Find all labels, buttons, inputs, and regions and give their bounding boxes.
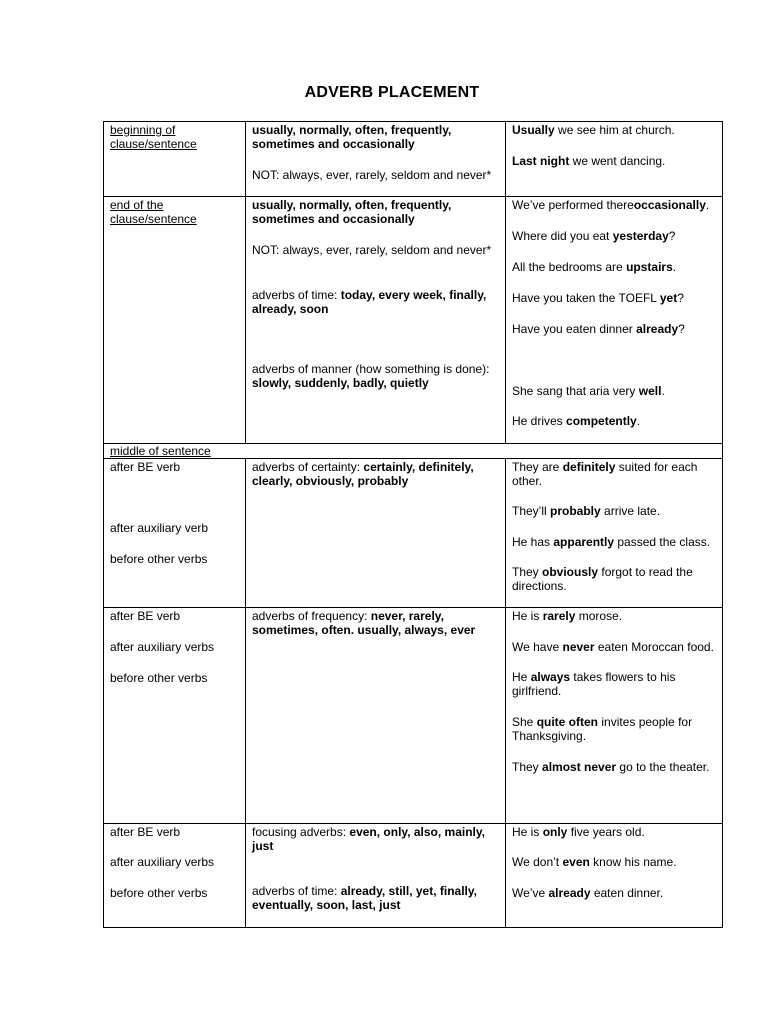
example-adverb: well <box>638 384 662 398</box>
position-label: before other verbs <box>110 886 208 900</box>
example-sentence <box>512 886 716 900</box>
adverb-items: never, rarely, sometimes, often. usually, always, ever <box>252 609 476 637</box>
example-text: She <box>512 715 537 729</box>
example-sentence <box>512 260 716 274</box>
time-label: adverbs of time: <box>252 884 341 898</box>
example-sentence <box>512 154 716 168</box>
example-text: They <box>512 760 543 774</box>
example-text: We’ve performed there <box>512 198 634 212</box>
table-row <box>104 122 723 197</box>
example-adverb: quite often <box>536 715 599 729</box>
example-text: we went dancing. <box>569 154 666 168</box>
example-text: passed the class. <box>614 535 711 549</box>
example-text: go to the theater. <box>616 760 710 774</box>
adverbs-cell <box>246 608 506 824</box>
adverb-list <box>252 825 499 853</box>
not-note: NOT: always, ever, rarely, seldom and never* <box>252 168 492 182</box>
example-text: eaten Moroccan food. <box>594 640 714 654</box>
example-text: forgot to read the directions. <box>512 565 693 593</box>
adverb-list <box>252 460 499 488</box>
example-adverb: upstairs <box>626 260 673 274</box>
position-cell <box>104 459 246 608</box>
adverb-list: usually, normally, often, frequently, sometimes and occasionally <box>252 198 452 226</box>
example-sentence <box>512 504 716 518</box>
examples-cell <box>506 122 723 197</box>
manner-list: slowly, suddenly, badly, quietly <box>252 376 429 390</box>
example-text: . <box>705 198 710 212</box>
example-adverb: never <box>562 640 595 654</box>
example-adverb: rarely <box>542 609 576 623</box>
example-sentence <box>512 609 716 623</box>
position-cell <box>104 197 246 444</box>
example-text: ? <box>677 291 684 305</box>
example-text: We have <box>512 640 563 654</box>
position-label: end of the clause/sentence <box>110 198 197 226</box>
example-adverb: occasionally <box>633 198 706 212</box>
table-row <box>104 608 723 824</box>
example-sentence <box>512 291 716 305</box>
time-adverbs <box>252 288 499 316</box>
table-row <box>104 197 723 444</box>
example-adverb: competently <box>566 414 637 428</box>
examples-cell <box>506 197 723 444</box>
example-text: five years old. <box>567 825 645 839</box>
example-adverb: almost never <box>542 760 617 774</box>
example-text: He is <box>512 825 543 839</box>
example-sentence <box>512 414 716 428</box>
example-text: . <box>661 384 665 398</box>
position-label: after BE verb <box>110 825 181 839</box>
example-text: They <box>512 565 543 579</box>
example-adverb: Usually <box>512 123 555 137</box>
example-adverb: already <box>548 886 591 900</box>
position-label: after BE verb <box>110 460 181 474</box>
example-text: invites people for Thanksgiving. <box>512 715 693 743</box>
example-text: ? <box>668 229 676 243</box>
section-header-cell <box>104 444 723 459</box>
example-text: ? <box>678 322 685 336</box>
example-adverb: yet <box>659 291 678 305</box>
example-adverb: already <box>636 322 679 336</box>
not-note: NOT: always, ever, rarely, seldom and never* <box>252 243 492 257</box>
example-sentence <box>512 565 716 593</box>
position-label: before other verbs <box>110 671 208 685</box>
time-label: adverbs of time: <box>252 288 341 302</box>
example-sentence <box>512 460 716 488</box>
position-cell <box>104 824 246 928</box>
example-adverb: only <box>542 825 568 839</box>
example-text: . <box>636 414 641 428</box>
adverb-items: even, only, also, mainly, just <box>252 825 485 853</box>
example-text: know his name. <box>589 855 677 869</box>
adverbs-cell <box>246 824 506 928</box>
example-sentence <box>512 123 716 137</box>
adverbs-cell <box>246 197 506 444</box>
example-text: Where did you eat <box>512 229 613 243</box>
example-text: He is <box>512 609 543 623</box>
example-sentence <box>512 670 716 698</box>
example-sentence <box>512 640 716 654</box>
adverb-items: certainly, definitely, clearly, obviously, probably <box>252 460 474 488</box>
examples-cell <box>506 608 723 824</box>
position-label: after auxiliary verb <box>110 521 209 535</box>
example-text: He drives <box>512 414 567 428</box>
example-sentence <box>512 855 716 869</box>
example-sentence <box>512 825 716 839</box>
manner-adverbs <box>252 362 499 390</box>
example-text: They are <box>512 460 563 474</box>
example-text: Have you taken the TOEFL <box>512 291 660 305</box>
position-label: after auxiliary verbs <box>110 640 215 654</box>
example-adverb: always <box>530 670 571 684</box>
example-text: He has <box>512 535 554 549</box>
example-text: suited for each other. <box>512 460 698 488</box>
table-row <box>104 444 723 459</box>
adverb-list <box>252 609 499 637</box>
position-label: before other verbs <box>110 552 208 566</box>
example-text: He <box>512 670 531 684</box>
example-sentence <box>512 198 716 212</box>
adverb-placement-table <box>103 121 723 928</box>
page-title: ADVERB PLACEMENT <box>304 84 480 101</box>
position-cell <box>104 122 246 197</box>
example-adverb: Last night <box>512 154 570 168</box>
example-sentence <box>512 715 716 743</box>
example-text: We don’t <box>512 855 563 869</box>
position-label: after BE verb <box>110 609 181 623</box>
example-text: She sang that aria very <box>512 384 639 398</box>
example-sentence <box>512 229 716 243</box>
adverb-category-label: focusing adverbs: <box>252 825 350 839</box>
manner-label: adverbs of manner (how something is done): <box>252 362 490 376</box>
position-label: beginning of clause/sentence <box>110 123 197 151</box>
example-text: They’ll <box>512 504 551 518</box>
example-adverb: definitely <box>562 460 616 474</box>
example-adverb: yesterday <box>612 229 669 243</box>
example-adverb: obviously <box>542 565 599 579</box>
example-adverb: even <box>562 855 590 869</box>
adverbs-cell <box>246 459 506 608</box>
adverb-category-label: adverbs of frequency: <box>252 609 371 623</box>
example-sentence <box>512 384 716 398</box>
table-row <box>104 824 723 928</box>
example-sentence <box>512 760 716 774</box>
example-text: All the bedrooms are <box>512 260 627 274</box>
example-text: morose. <box>575 609 623 623</box>
time-adverbs <box>252 884 499 912</box>
example-sentence <box>512 322 716 336</box>
adverb-category-label: adverbs of certainty: <box>252 460 364 474</box>
example-text: we see him at church. <box>554 123 675 137</box>
example-sentence <box>512 535 716 549</box>
time-list: today, every week, finally, already, soon <box>252 288 487 316</box>
table-row <box>104 459 723 608</box>
adverb-list: usually, normally, often, frequently, sometimes and occasionally <box>252 123 452 151</box>
example-text: takes flowers to his girlfriend. <box>512 670 676 698</box>
adverbs-cell <box>246 122 506 197</box>
position-cell <box>104 608 246 824</box>
example-text: Have you eaten dinner <box>512 322 637 336</box>
example-text: arrive late. <box>600 504 661 518</box>
examples-cell <box>506 824 723 928</box>
position-label: after auxiliary verbs <box>110 855 215 869</box>
example-text: We’ve <box>512 886 549 900</box>
time-list: already, still, yet, finally, eventually, soon, last, just <box>252 884 477 912</box>
example-text: eaten dinner. <box>590 886 664 900</box>
examples-cell <box>506 459 723 608</box>
example-text: . <box>672 260 677 274</box>
section-header: middle of sentence <box>110 444 211 458</box>
example-adverb: apparently <box>553 535 615 549</box>
example-adverb: probably <box>550 504 601 518</box>
